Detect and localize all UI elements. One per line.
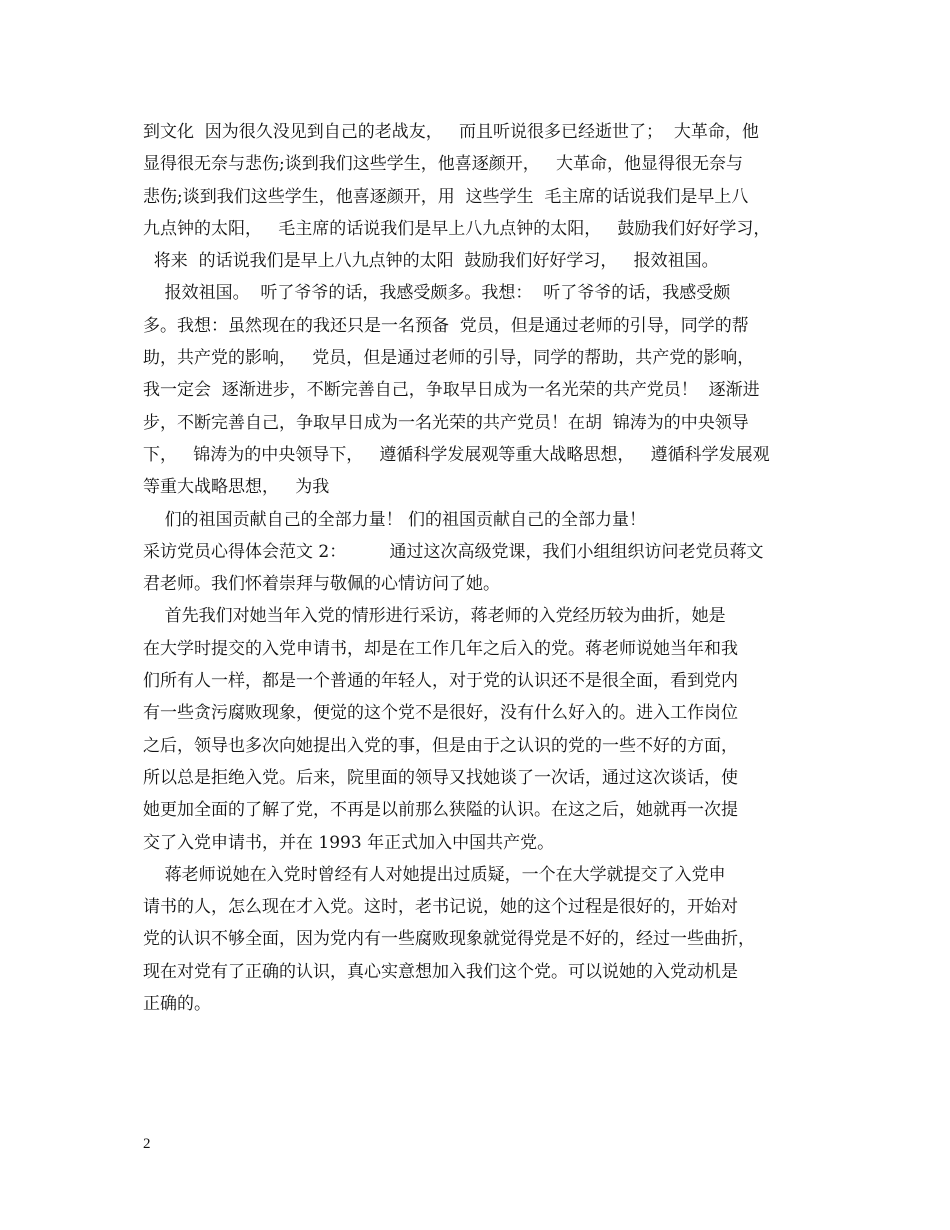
text-line: 之后，领导也多次向她提出入党的事，但是由于之认识的党的一些不好的方面， <box>143 735 738 756</box>
text-line: 我一定会 逐渐进步，不断完善自己，争取早日成为一名光荣的共产党员！ 逐渐进 <box>143 380 760 401</box>
text-line: 多。我想：虽然现在的我还只是一名预备 党员，但是通过老师的引导，同学的帮 <box>143 315 749 336</box>
text-line: 们的祖国贡献自己的全部力量！ 们的祖国贡献自己的全部力量！ <box>143 509 647 530</box>
section-heading-line: 采访党员心得体会范文 2： 通过这次高级党课，我们小组组织访问老党员蒋文 <box>143 541 764 562</box>
text-line: 正确的。 <box>143 994 211 1015</box>
text-line: 九点钟的太阳， 毛主席的话说我们是早上八九点钟的太阳， 鼓励我们好好学习， <box>143 218 771 239</box>
text-line: 助，共产党的影响， 党员，但是通过老师的引导，同学的帮助，共产党的影响， <box>143 348 755 369</box>
text-line: 到文化 因为很久没见到自己的老战友， 而且听说很多已经逝世了； 大革命，他 <box>143 122 759 142</box>
text-line: 党的认识不够全面，因为党内有一些腐败现象就觉得党是不好的，经过一些曲折， <box>143 929 755 950</box>
text-line: 她更加全面的了解了党，不再是以前那么狭隘的认识。在这之后，她就再一次提 <box>143 800 738 821</box>
text-line: 蒋老师说她在入党时曾经有人对她提出过质疑，一个在大学就提交了入党申 <box>143 864 726 885</box>
text-line: 所以总是拒绝入党。后来，院里面的领导又找她谈了一次话，通过这次谈话，使 <box>143 767 738 788</box>
text-line: 有一些贪污腐败现象，便觉的这个党不是很好，没有什么好入的。进入工作岗位 <box>143 703 738 724</box>
page-number: 2 <box>143 1136 151 1152</box>
text-line: 在大学时提交的入党申请书，却是在工作几年之后入的党。蒋老师说她当年和我 <box>143 638 738 659</box>
text-line: 步，不断完善自己，争取早日成为一名光荣的共产党员！在胡 锦涛为的中央领导 <box>143 412 749 433</box>
text-line: 现在对党有了正确的认识，真心实意想加入我们这个党。可以说她的入党动机是 <box>143 961 738 982</box>
text-line: 君老师。我们怀着崇拜与敬佩的心情访问了她。 <box>143 574 500 595</box>
text-line: 请书的人，怎么现在才入党。这时，老书记说，她的这个过程是很好的，开始对 <box>143 897 738 918</box>
body-text <box>143 116 823 1020</box>
text-line: 报效祖国。 听了爷爷的话，我感受颇多。我想： 听了爷爷的话，我感受颇 <box>143 283 731 304</box>
text-line: 悲伤;谈到我们这些学生，他喜逐颜开，用 这些学生 毛主席的话说我们是早上八 <box>143 186 749 207</box>
text-line: 下， 锦涛为的中央领导下， 遵循科学发展观等重大战略思想， 遵循科学发展观 <box>143 444 770 465</box>
text-line: 交了入党申请书，并在 1993 年正式加入中国共产党。 <box>143 832 555 853</box>
text-line: 显得很无奈与悲伤;谈到我们这些学生，他喜逐颜开， 大革命，他显得很无奈与 <box>143 154 743 175</box>
text-line: 等重大战略思想， 为我 <box>143 477 330 498</box>
text-line: 首先我们对她当年入党的情形进行采访，蒋老师的入党经历较为曲折，她是 <box>143 606 726 627</box>
text-line: 们所有人一样，都是一个普通的年轻人，对于党的认识还不是很全面，看到党内 <box>143 671 738 692</box>
text-line: 将来 的话说我们是早上八九点钟的太阳 鼓励我们好好学习， 报效祖国。 <box>143 251 719 272</box>
